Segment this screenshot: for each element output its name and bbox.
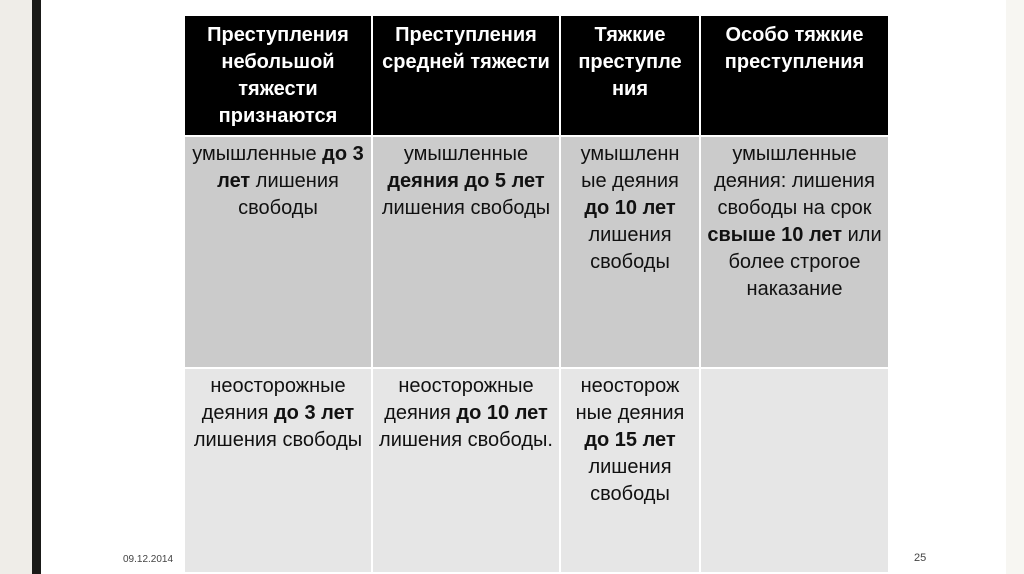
header-grave-crimes: Тяжкие преступле ния [560,15,700,136]
table-cell-empty [700,368,889,573]
table-cell: умышленные деяния до 5 лет лишения свободы [372,136,560,368]
table-cell: умышленные деяния: лишения свободы на срок свыше 10 лет или более строгое наказание [700,136,889,368]
table-cell: неосторожные деяния до 3 лет лишения свободы [184,368,372,573]
left-accent-bar [32,0,41,574]
slide-date: 09.12.2014 [123,554,174,565]
table-cell: умышленн ые деяния до 10 лет лишения свободы [560,136,700,368]
table-cell: неосторож ные деяния до 15 лет лишения свободы [560,368,700,573]
header-especially-grave-crimes: Особо тяжкие преступления [700,15,889,136]
table-row-negligent [184,368,889,573]
slide-number: 25 [914,552,927,564]
table-header-row [184,15,889,136]
table-cell: умышленные до 3 лет лишения свободы [184,136,372,368]
right-edge-panel [1006,0,1024,574]
header-minor-crimes: Преступления небольшой тяжести признаются [184,15,372,136]
header-medium-crimes: Преступления средней тяжести [372,15,560,136]
table-row-intentional [184,136,889,368]
crime-categories-table [183,14,890,574]
table-cell: неосторожные деяния до 10 лет лишения свободы. [372,368,560,573]
